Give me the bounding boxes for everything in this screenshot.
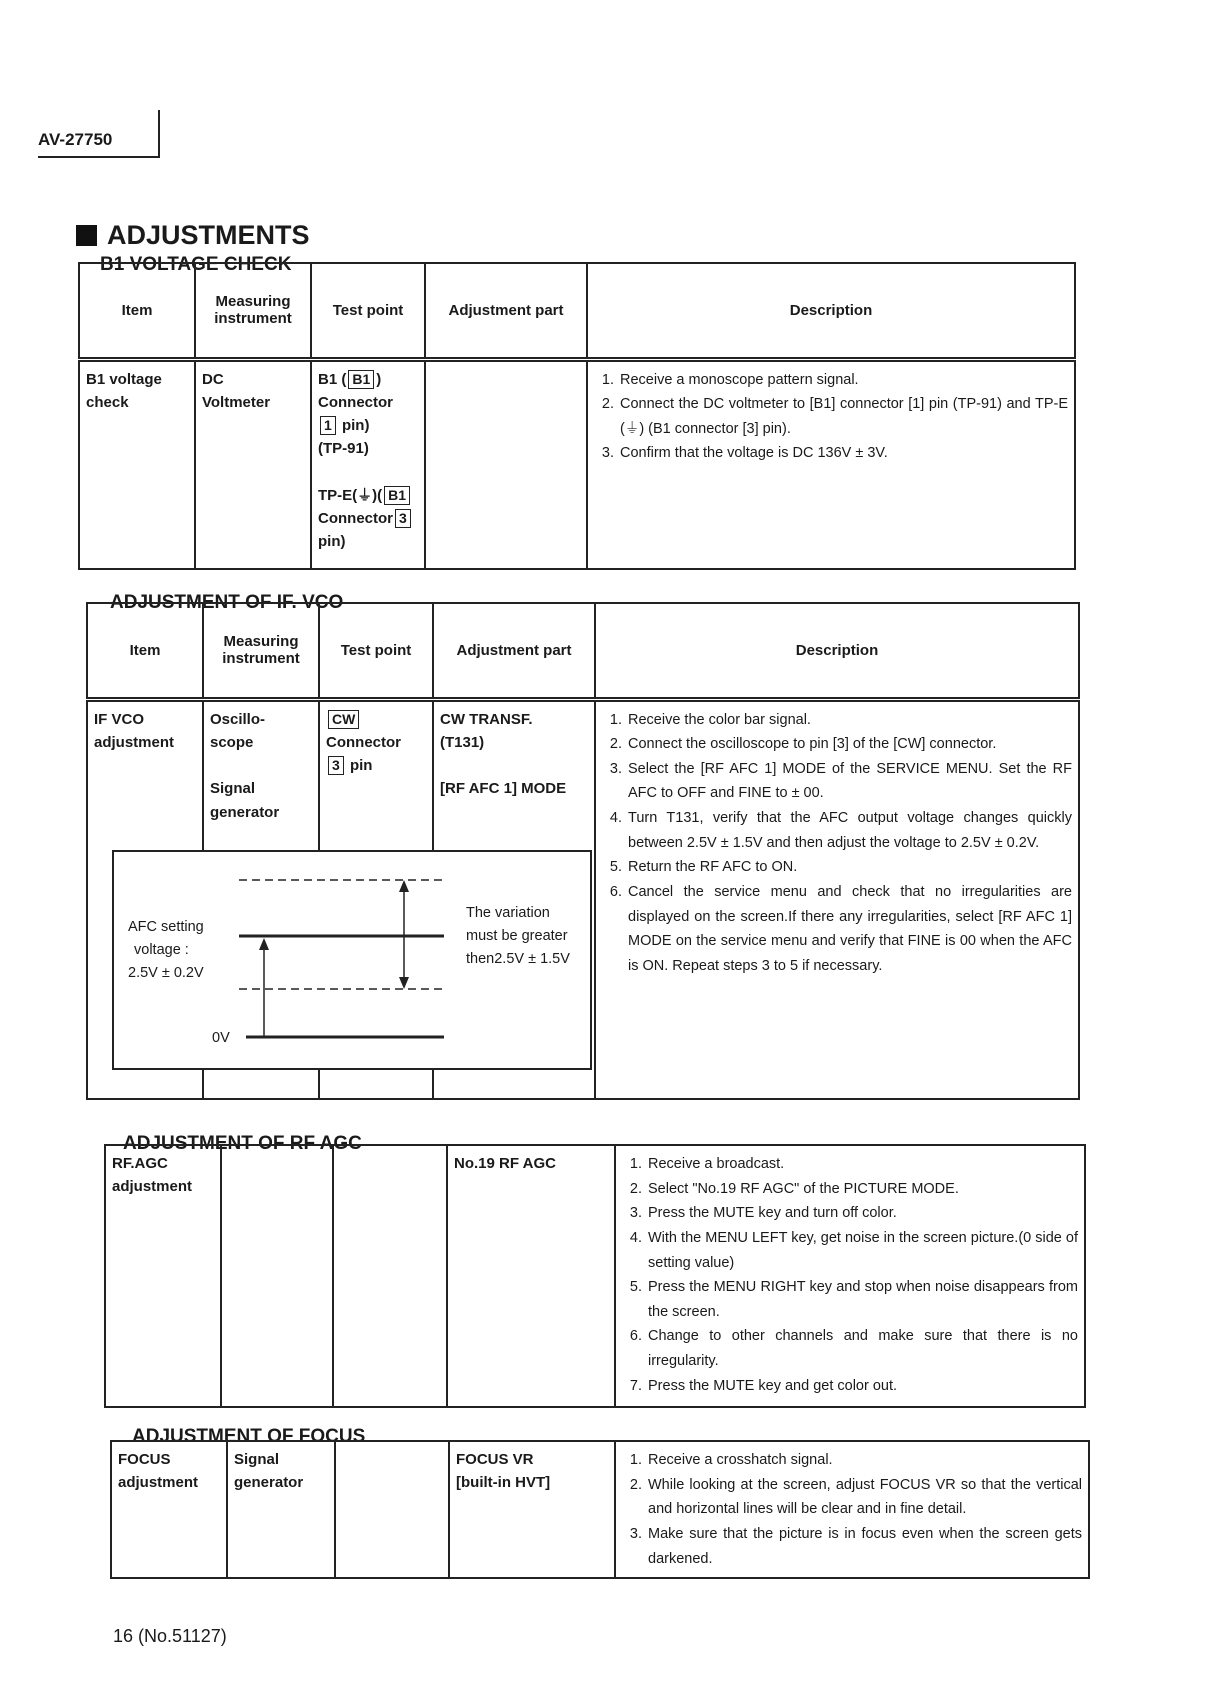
vco-adjustment-part: CW TRANSF. (T131) [RF AFC 1] MODE — [433, 699, 595, 1099]
focus-description — [615, 1441, 1089, 1578]
list-item: 2. Connect the DC voltmeter to [B1] connector [1] pin (TP-91) and TP-E (⏚) (B1 connector [3] pin). — [618, 392, 1068, 441]
list-item: 1. Receive a monoscope pattern signal. — [618, 368, 1068, 393]
vco-instrument: Oscillo- scope Signal generator — [203, 699, 319, 1099]
arrow-up-icon — [259, 938, 269, 950]
list-item: 1. Receive the color bar signal. — [626, 708, 1072, 733]
list-item: 5. Press the MENU RIGHT key and stop when noise disappears from the screen. — [646, 1275, 1078, 1324]
agc-table — [104, 1144, 1086, 1408]
afc-setting-label: AFC setting voltage : 2.5V ± 0.2V — [128, 919, 204, 982]
focus-table — [110, 1440, 1090, 1579]
section-title-vco: ADJUSTMENT OF IF. VCO — [110, 592, 344, 613]
section-title-focus: ADJUSTMENT OF FOCUS — [132, 1426, 366, 1447]
col-measuring: Measuring instrument — [203, 603, 319, 699]
page-number: 16 (No.51127) — [113, 1626, 227, 1646]
pin-box: 3 — [328, 756, 344, 775]
list-item: 2. While looking at the screen, adjust FOCUS VR so that the vertical and horizontal lines will be clear and in fine detail. — [646, 1473, 1082, 1522]
col-adjustment-part: Adjustment part — [425, 263, 587, 359]
focus-item: FOCUS adjustment — [111, 1441, 227, 1578]
page-title-text: ADJUSTMENTS — [107, 220, 310, 250]
list-item: 6. Cancel the service menu and check that no irregularities are displayed on the screen.If there any irregularities, select [RF AFC 1] MODE on the service menu and verify that FINE is 00 when the AFC is ON. Repeat steps 3 to 5 if necessary. — [626, 880, 1072, 979]
list-item: 3. Press the MUTE key and turn off color. — [646, 1201, 1078, 1226]
b1-description — [587, 359, 1075, 569]
variation-label: The variation must be greater then2.5V ± 1.5V — [466, 905, 570, 968]
section-title-agc: ADJUSTMENT OF RF AGC — [123, 1133, 362, 1154]
list-item: 7. Press the MUTE key and get color out. — [646, 1374, 1078, 1399]
agc-instrument — [221, 1145, 333, 1407]
list-item: 1. Receive a crosshatch signal. — [646, 1448, 1082, 1473]
col-item: Item — [87, 603, 203, 699]
b1-item: B1 voltage check — [79, 359, 195, 569]
col-measuring: Measuring instrument — [195, 263, 311, 359]
list-item: 4. With the MENU LEFT key, get noise in the screen picture.(0 side of setting value) — [646, 1226, 1078, 1275]
pin-box: 3 — [395, 509, 411, 528]
b1-header-row — [79, 263, 1075, 359]
header-rule-horizontal — [38, 156, 160, 158]
vco-header-row — [87, 603, 1079, 699]
b1-row — [79, 359, 1075, 569]
list-item: 4. Turn T131, verify that the AFC output voltage changes quickly between 2.5V ± 1.5V and then adjust the voltage to 2.5V ± 0.2V. — [626, 806, 1072, 855]
focus-adjustment-part: FOCUS VR [built-in HVT] — [449, 1441, 615, 1578]
list-item: 3. Confirm that the voltage is DC 136V ± 3V. — [618, 441, 1068, 466]
connector-box: CW — [328, 710, 359, 729]
agc-row — [105, 1145, 1085, 1407]
pin-box: 1 — [320, 416, 336, 435]
arrow-up-icon — [399, 880, 409, 892]
col-item: Item — [79, 263, 195, 359]
zero-volt-label: 0V — [212, 1030, 230, 1046]
list-item: 6. Change to other channels and make sure that there is no irregularity. — [646, 1324, 1078, 1373]
col-test-point: Test point — [319, 603, 433, 699]
b1-test-point: B1 ( B1 ) Connector 1 pin) (TP-91) TP-E(⏚)( B1 Connector 3 pin) — [311, 359, 425, 569]
section-title-b1: B1 VOLTAGE CHECK — [100, 254, 292, 275]
header-rule-vertical — [158, 110, 160, 158]
b1-adjustment-part — [425, 359, 587, 569]
col-adjustment-part: Adjustment part — [433, 603, 595, 699]
afc-figure — [112, 850, 592, 1070]
b1-table — [78, 262, 1076, 570]
col-description: Description — [587, 263, 1075, 359]
agc-adjustment-part: No.19 RF AGC — [447, 1145, 615, 1407]
b1-instrument: DC Voltmeter — [195, 359, 311, 569]
agc-test-point — [333, 1145, 447, 1407]
page-title — [76, 220, 310, 251]
model-number: AV-27750 — [38, 130, 113, 149]
list-item: 2. Connect the oscilloscope to pin [3] of the [CW] connector. — [626, 732, 1072, 757]
vco-item: IF VCO adjustment — [87, 699, 203, 1099]
arrow-down-icon — [399, 977, 409, 989]
vco-test-point: CW Connector 3 pin — [319, 699, 433, 1099]
square-bullet-icon — [76, 225, 97, 246]
focus-test-point — [335, 1441, 449, 1578]
agc-item: RF.AGC adjustment — [105, 1145, 221, 1407]
list-item: 5. Return the RF AFC to ON. — [626, 855, 1072, 880]
connector-box: B1 — [348, 370, 374, 389]
connector-box: B1 — [384, 486, 410, 505]
focus-row — [111, 1441, 1089, 1578]
list-item: 2. Select "No.19 RF AGC" of the PICTURE MODE. — [646, 1177, 1078, 1202]
col-description: Description — [595, 603, 1079, 699]
col-test-point: Test point — [311, 263, 425, 359]
focus-instrument: Signal generator — [227, 1441, 335, 1578]
agc-description — [615, 1145, 1085, 1407]
list-item: 1. Receive a broadcast. — [646, 1152, 1078, 1177]
vco-description — [595, 699, 1079, 1099]
list-item: 3. Make sure that the picture is in focus even when the screen gets darkened. — [646, 1522, 1082, 1571]
list-item: 3. Select the [RF AFC 1] MODE of the SERVICE MENU. Set the RF AFC to OFF and FINE to ± 00. — [626, 757, 1072, 806]
